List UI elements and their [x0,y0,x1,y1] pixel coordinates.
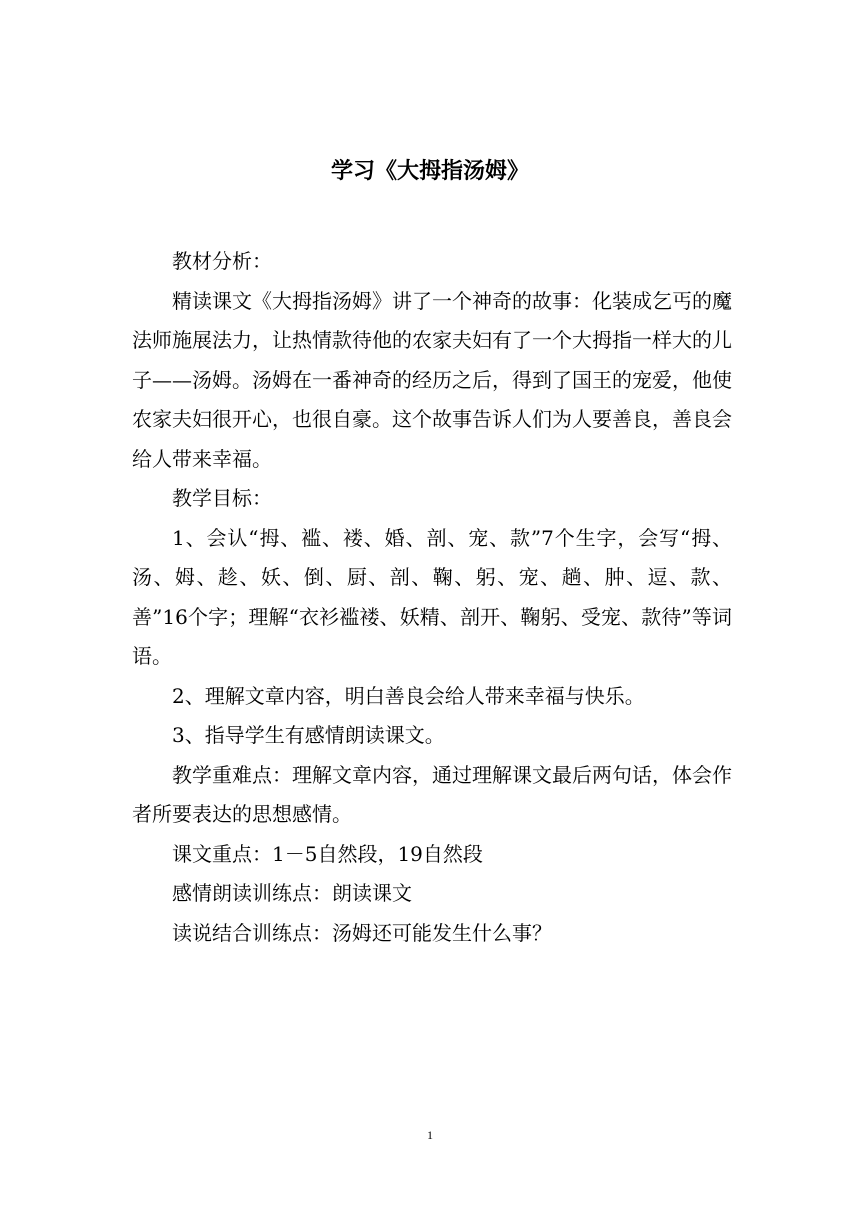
paragraph-text-focus: 课文重点：1－5自然段，19自然段 [172,841,483,866]
document-title: 学习《大拇指汤姆》 [330,159,529,184]
section-heading-teaching-goals: 教学目标： [172,486,272,510]
page-number: 1 [427,1128,433,1142]
paragraph-material-analysis: 精读课文《大拇指汤姆》讲了一个神奇的故事：化装成乞丐的魔法师施展法力，让热情款待他的农家夫妇有了一个大拇指一样大的儿子——汤姆。汤姆在一番神奇的经历之后，得到了国王的宠爱，他使农家夫妇很开心，也很自豪。这个故事告诉人们为人要善良，善良会给人带来幸福。 [132,288,732,471]
goal-item-2: 2、理解文章内容，明白善良会给人带来幸福与快乐。 [172,683,645,708]
paragraph-key-difficulties: 教学重难点：理解文章内容，通过理解课文最后两句话，体会作者所要表达的思想感情。 [132,762,732,826]
section-heading-material-analysis: 教材分析： [172,249,272,273]
goal-item-1: 1、会认“拇、褴、褛、婚、剖、宠、款”7个生字，会写“拇、汤、姆、趁、妖、倒、厨、剖、鞠、躬、宠、趟、肿、逗、款、善”16个字；理解“衣衫褴褛、妖精、剖开、鞠躬、受宠、款待”等词语。 [132,525,732,668]
document-body [132,242,732,953]
goal-item-3: 3、指导学生有感情朗读课文。 [172,723,445,747]
paragraph-read-speak-practice: 读说结合训练点：汤姆还可能发生什么事？ [172,920,552,945]
paragraph-reading-practice: 感情朗读训练点：朗读课文 [172,881,412,905]
